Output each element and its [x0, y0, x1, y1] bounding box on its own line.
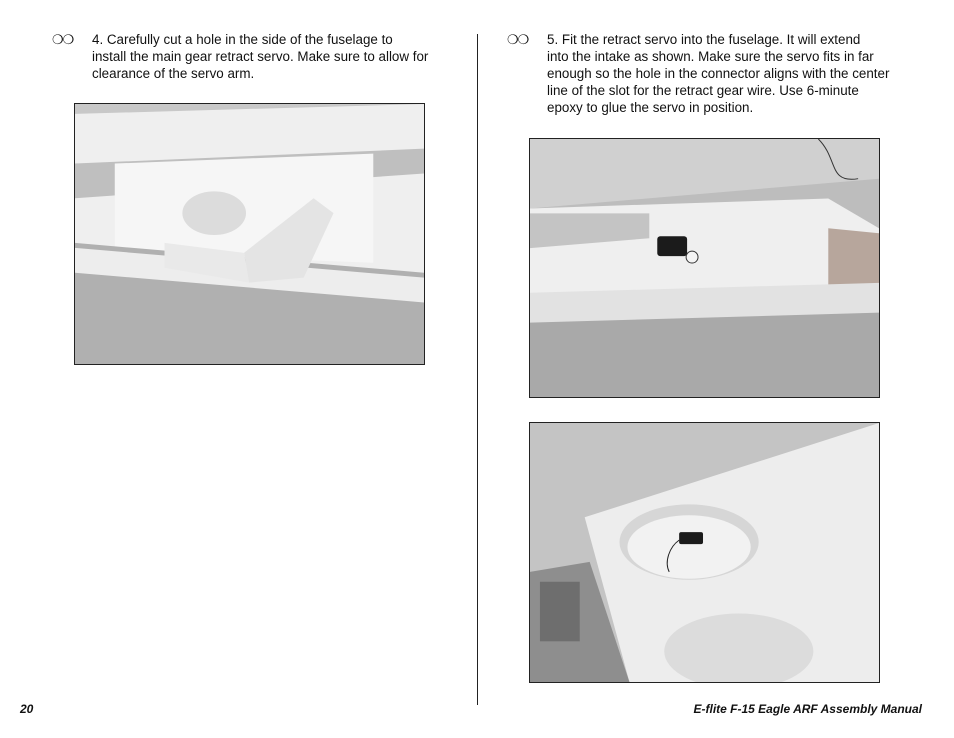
step-4-line: 4. Carefully cut a hole in the side of the fuselage to: [92, 32, 393, 47]
step-4-line: clearance of the servo arm.: [92, 66, 255, 81]
step-5-line: enough so the hole in the connector aligns with the center: [547, 66, 890, 81]
step-5-line: epoxy to glue the servo in position.: [547, 100, 754, 115]
step-4-text: [92, 31, 428, 82]
page-number: 20: [20, 702, 34, 716]
step-4-line: install the main gear retract servo. Make sure to allow for: [92, 49, 429, 64]
step-5-text: [547, 31, 889, 116]
step-5-photo-top: [529, 138, 880, 398]
step-5-line: 5. Fit the retract servo into the fuselage. It will extend: [547, 32, 861, 47]
step-5-line: into the intake as shown. Make sure the servo fits in far: [547, 49, 874, 64]
column-divider: [477, 34, 478, 705]
step-5-photo-bottom: [529, 422, 880, 683]
manual-title: E-flite F-15 Eagle ARF Assembly Manual: [693, 702, 922, 716]
step-5-line: line of the slot for the retract gear wire. Use 6-minute: [547, 83, 859, 98]
step-4-photo: [74, 103, 425, 365]
checkbox-icon: ❍❍: [52, 32, 74, 47]
checkbox-icon: ❍❍: [507, 32, 529, 47]
